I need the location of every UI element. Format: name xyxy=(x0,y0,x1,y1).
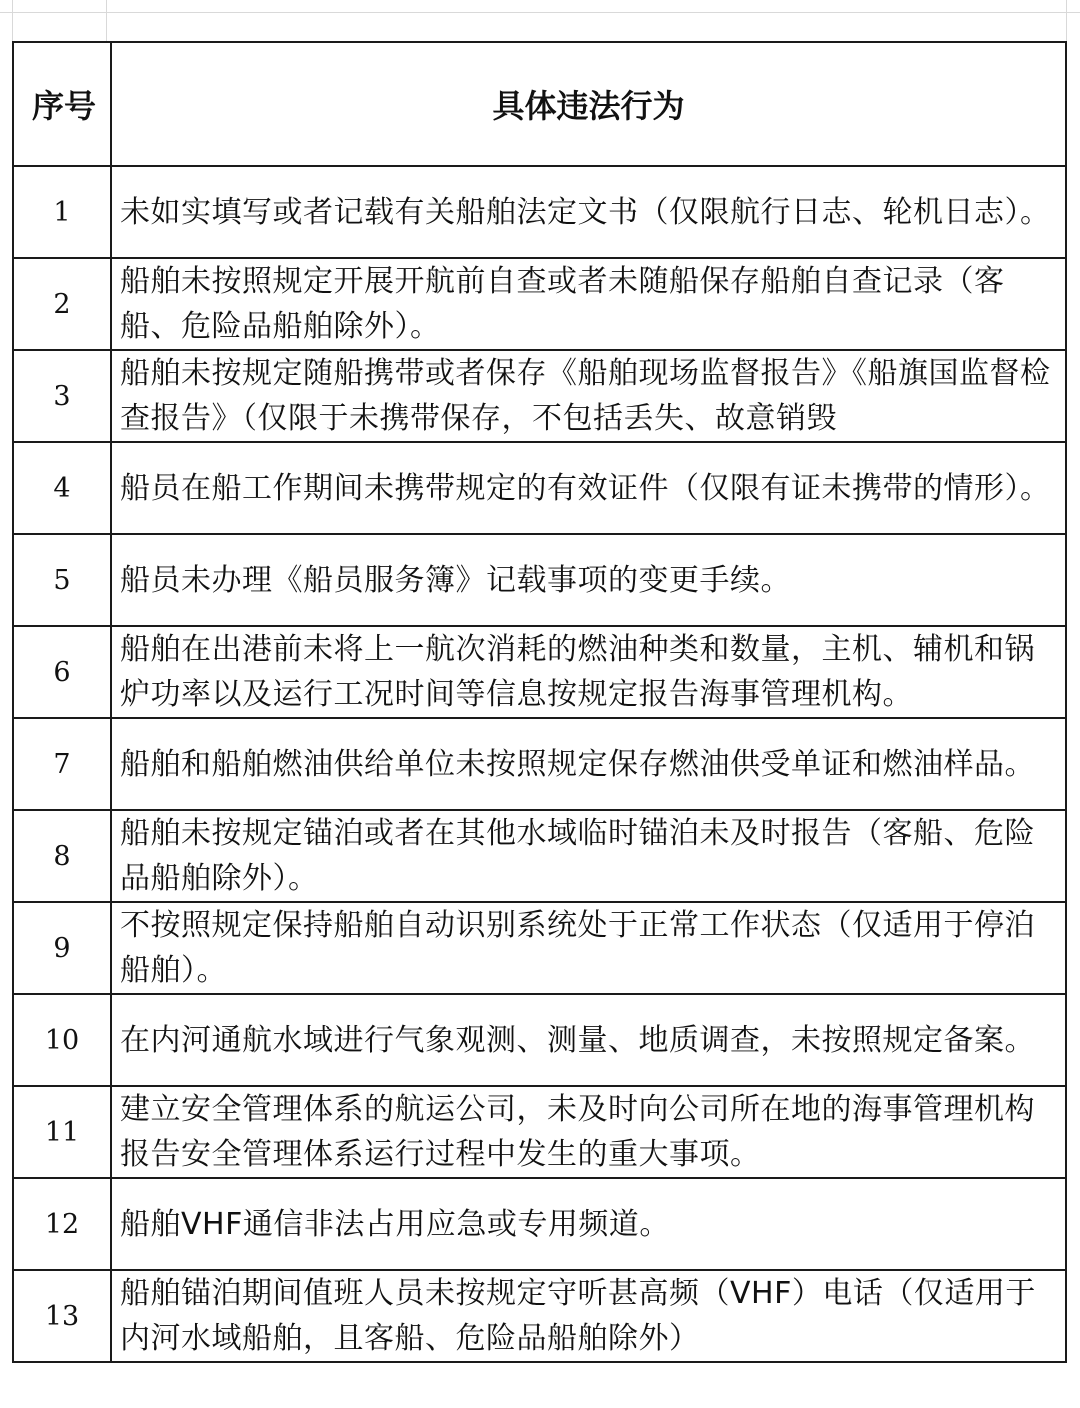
table-row xyxy=(13,810,1066,902)
gridline-vertical xyxy=(106,0,107,42)
row-number: 10 xyxy=(13,994,111,1086)
header-behavior: 具体违法行为 xyxy=(111,42,1066,166)
table-row xyxy=(13,442,1066,534)
row-description xyxy=(111,258,1066,350)
row-number: 12 xyxy=(13,1178,111,1270)
table-row xyxy=(13,994,1066,1086)
row-description-text: 船舶未按照规定开展开航前自查或者未随船保存船舶自查记录（客船、危险品船舶除外）。 xyxy=(120,264,1005,344)
violations-table xyxy=(12,41,1067,1363)
row-description-text: 在内河通航水域进行气象观测、测量、地质调查，未按照规定备案。 xyxy=(120,1022,1035,1058)
table-row xyxy=(13,1270,1066,1362)
table-row xyxy=(13,534,1066,626)
table-row xyxy=(13,1178,1066,1270)
row-description-text: 船员未办理《船员服务簿》记载事项的变更手续。 xyxy=(120,562,791,598)
row-number: 11 xyxy=(13,1086,111,1178)
row-description xyxy=(111,350,1066,442)
row-description-text: 船舶锚泊期间值班人员未按规定守听甚高频（VHF）电话（仅适用于内河水域船舶，且客船、危险品船舶除外） xyxy=(120,1276,1036,1356)
row-description-text: 未如实填写或者记载有关船舶法定文书（仅限航行日志、轮机日志）。 xyxy=(120,194,1051,230)
row-description xyxy=(111,1270,1066,1362)
row-number: 1 xyxy=(13,166,111,258)
row-description xyxy=(111,626,1066,718)
row-number: 4 xyxy=(13,442,111,534)
table-row xyxy=(13,258,1066,350)
row-number: 13 xyxy=(13,1270,111,1362)
row-description-text: 船员在船工作期间未携带规定的有效证件（仅限有证未携带的情形）。 xyxy=(120,470,1051,506)
row-number: 8 xyxy=(13,810,111,902)
row-description xyxy=(111,902,1066,994)
table-row xyxy=(13,1086,1066,1178)
row-number: 2 xyxy=(13,258,111,350)
row-description xyxy=(111,994,1066,1086)
row-description xyxy=(111,1178,1066,1270)
table-row xyxy=(13,626,1066,718)
row-description-text: 船舶在出港前未将上一航次消耗的燃油种类和数量，主机、辅机和锅炉功率以及运行工况时间等信息按规定报告海事管理机构。 xyxy=(120,632,1035,712)
table-row xyxy=(13,166,1066,258)
row-description xyxy=(111,166,1066,258)
gridline-vertical xyxy=(12,0,13,42)
table-header-row xyxy=(13,42,1066,166)
row-description-text: 不按照规定保持船舶自动识别系统处于正常工作状态（仅适用于停泊船舶）。 xyxy=(120,908,1035,988)
row-number: 7 xyxy=(13,718,111,810)
table-row xyxy=(13,902,1066,994)
row-number: 9 xyxy=(13,902,111,994)
row-description-text: 船舶VHF通信非法占用应急或专用频道。 xyxy=(120,1206,670,1242)
gridline-vertical xyxy=(1066,0,1067,42)
spreadsheet-gridlines xyxy=(0,0,1080,42)
row-description xyxy=(111,534,1066,626)
row-description-text: 船舶未按规定随船携带或者保存《船舶现场监督报告》《船旗国监督检查报告》（仅限于未携带保存，不包括丢失、故意销毁 xyxy=(120,356,1051,436)
row-description xyxy=(111,718,1066,810)
row-number: 5 xyxy=(13,534,111,626)
table-row xyxy=(13,718,1066,810)
row-description xyxy=(111,810,1066,902)
row-description xyxy=(111,1086,1066,1178)
row-description-text: 船舶和船舶燃油供给单位未按照规定保存燃油供受单证和燃油样品。 xyxy=(120,746,1035,782)
row-number: 6 xyxy=(13,626,111,718)
row-number: 3 xyxy=(13,350,111,442)
table-row xyxy=(13,350,1066,442)
row-description-text: 船舶未按规定锚泊或者在其他水域临时锚泊未及时报告（客船、危险品船舶除外）。 xyxy=(120,816,1035,896)
gridline-horizontal xyxy=(0,12,1080,13)
row-description xyxy=(111,442,1066,534)
row-description-text: 建立安全管理体系的航运公司，未及时向公司所在地的海事管理机构报告安全管理体系运行过程中发生的重大事项。 xyxy=(120,1092,1035,1172)
header-number: 序号 xyxy=(13,42,111,166)
